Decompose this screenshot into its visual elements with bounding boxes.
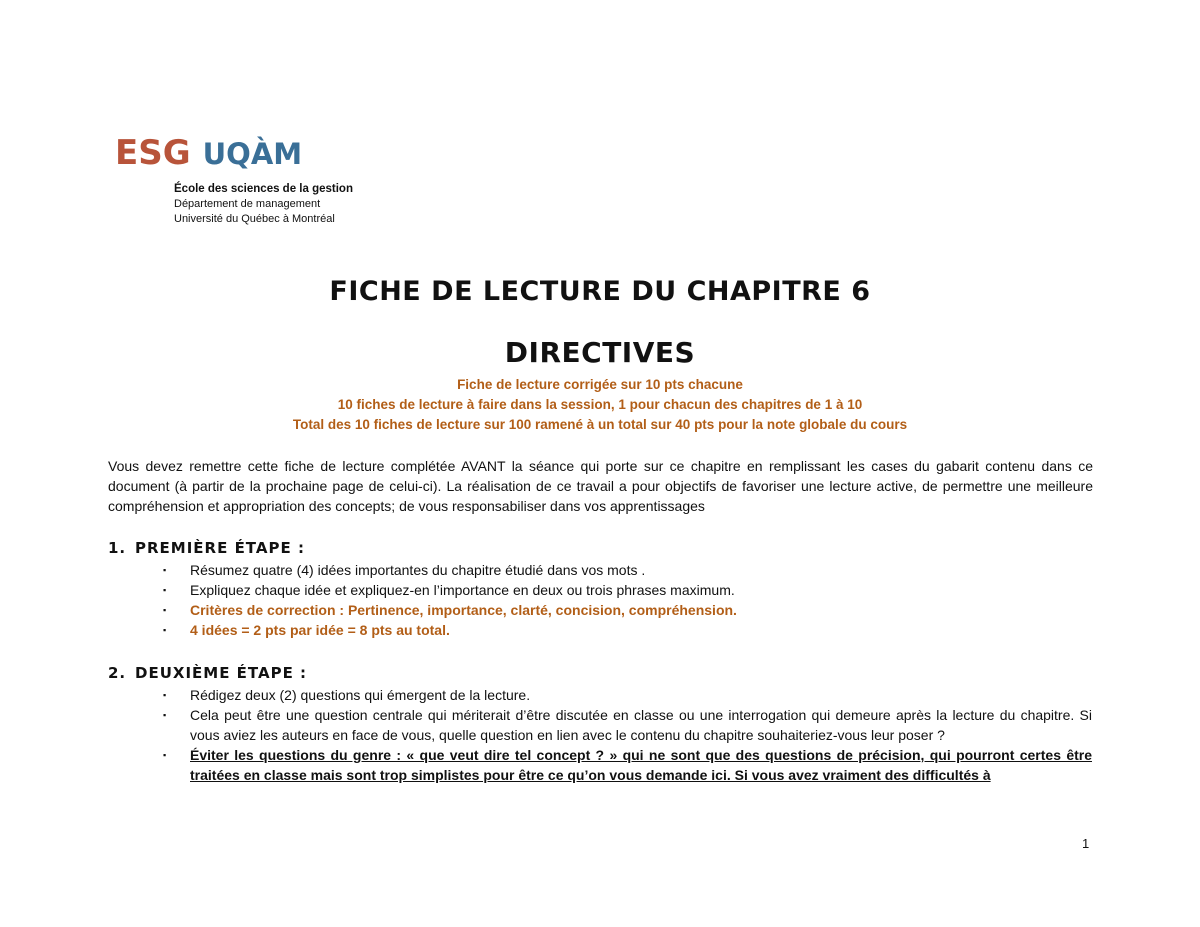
page-title: FICHE DE LECTURE DU CHAPITRE 6 bbox=[329, 276, 871, 307]
section-2-heading bbox=[108, 664, 307, 682]
bullet-icon: ▪ bbox=[163, 625, 167, 635]
list-item: ▪ Éviter les questions du genre : « que veut dire tel concept ? » qui ne sont que des questions de précision, qui pourront certes être traitées en classe mais sont trop simplistes pour être ce qu’on vous demande ici. Si vous avez vraiment des difficultés à bbox=[163, 747, 1092, 783]
department-name: Département de management bbox=[174, 198, 321, 210]
section-1-list bbox=[160, 560, 1092, 640]
bullet-icon: ▪ bbox=[163, 585, 167, 595]
bullet-icon: ▪ bbox=[163, 565, 167, 575]
list-item: ▪ Résumez quatre (4) idées importantes du chapitre étudié dans vos mots . bbox=[163, 562, 646, 578]
intro-paragraph: Vous devez remettre cette fiche de lecture complétée AVANT la séance qui porte sur ce chapitre en remplissant les cases du gabarit contenu dans ce document (à partir de la prochaine page de celui-ci). La réalisation de ce travail a pour objectifs de favoriser une lecture active, de permettre une meilleure compréhension et appropriation des concepts; de vous responsabiliser dans vos apprentissages bbox=[108, 458, 1093, 514]
logo-esg-text: ESG bbox=[115, 133, 191, 173]
list-item: ▪ Rédigez deux (2) questions qui émergent de la lecture. bbox=[163, 687, 531, 703]
list-item: ▪ Expliquez chaque idée et expliquez-en l’importance en deux ou trois phrases maximum. bbox=[163, 582, 735, 598]
grading-line: Total des 10 fiches de lecture sur 100 ramené à un total sur 40 pts pour la note globale du cours bbox=[292, 417, 908, 432]
grading-line: Fiche de lecture corrigée sur 10 pts chacune bbox=[457, 377, 743, 392]
university-name: Université du Québec à Montréal bbox=[174, 213, 335, 225]
logo-uqam-text: UQÀM bbox=[202, 137, 303, 171]
school-name: École des sciences de la gestion bbox=[174, 183, 353, 195]
section-1-heading bbox=[108, 539, 305, 557]
bullet-icon: ▪ bbox=[163, 710, 167, 720]
section-number: 2. bbox=[108, 664, 127, 682]
section-2-list bbox=[160, 685, 1092, 785]
list-item: ▪ Critères de correction : Pertinence, importance, clarté, concision, compréhension. bbox=[163, 602, 737, 618]
bullet-icon: ▪ bbox=[163, 750, 167, 760]
list-item: ▪ Cela peut être une question centrale qui mériterait d’être discutée en classe ou une interrogation qui demeure après la lecture du chapitre. Si vous aviez les auteurs en face de vous, quelle question en lien avec le contenu du chapitre souhaiteriez-vous leur poser ? bbox=[163, 707, 1092, 743]
section-title: PREMIÈRE ÉTAPE : bbox=[135, 539, 305, 557]
grading-info bbox=[0, 375, 1200, 435]
esg-uqam-logo bbox=[115, 133, 302, 173]
bullet-icon: ▪ bbox=[163, 605, 167, 615]
section-title: DEUXIÈME ÉTAPE : bbox=[135, 664, 308, 682]
institution-block bbox=[174, 182, 353, 227]
bullet-icon: ▪ bbox=[163, 690, 167, 700]
page-number: 1 bbox=[1082, 836, 1090, 851]
page-subtitle: DIRECTIVES bbox=[504, 336, 696, 369]
grading-line: 10 fiches de lecture à faire dans la session, 1 pour chacun des chapitres de 1 à 10 bbox=[337, 397, 863, 412]
section-number: 1. bbox=[108, 539, 127, 557]
list-item: ▪ 4 idées = 2 pts par idée = 8 pts au total. bbox=[163, 622, 450, 638]
